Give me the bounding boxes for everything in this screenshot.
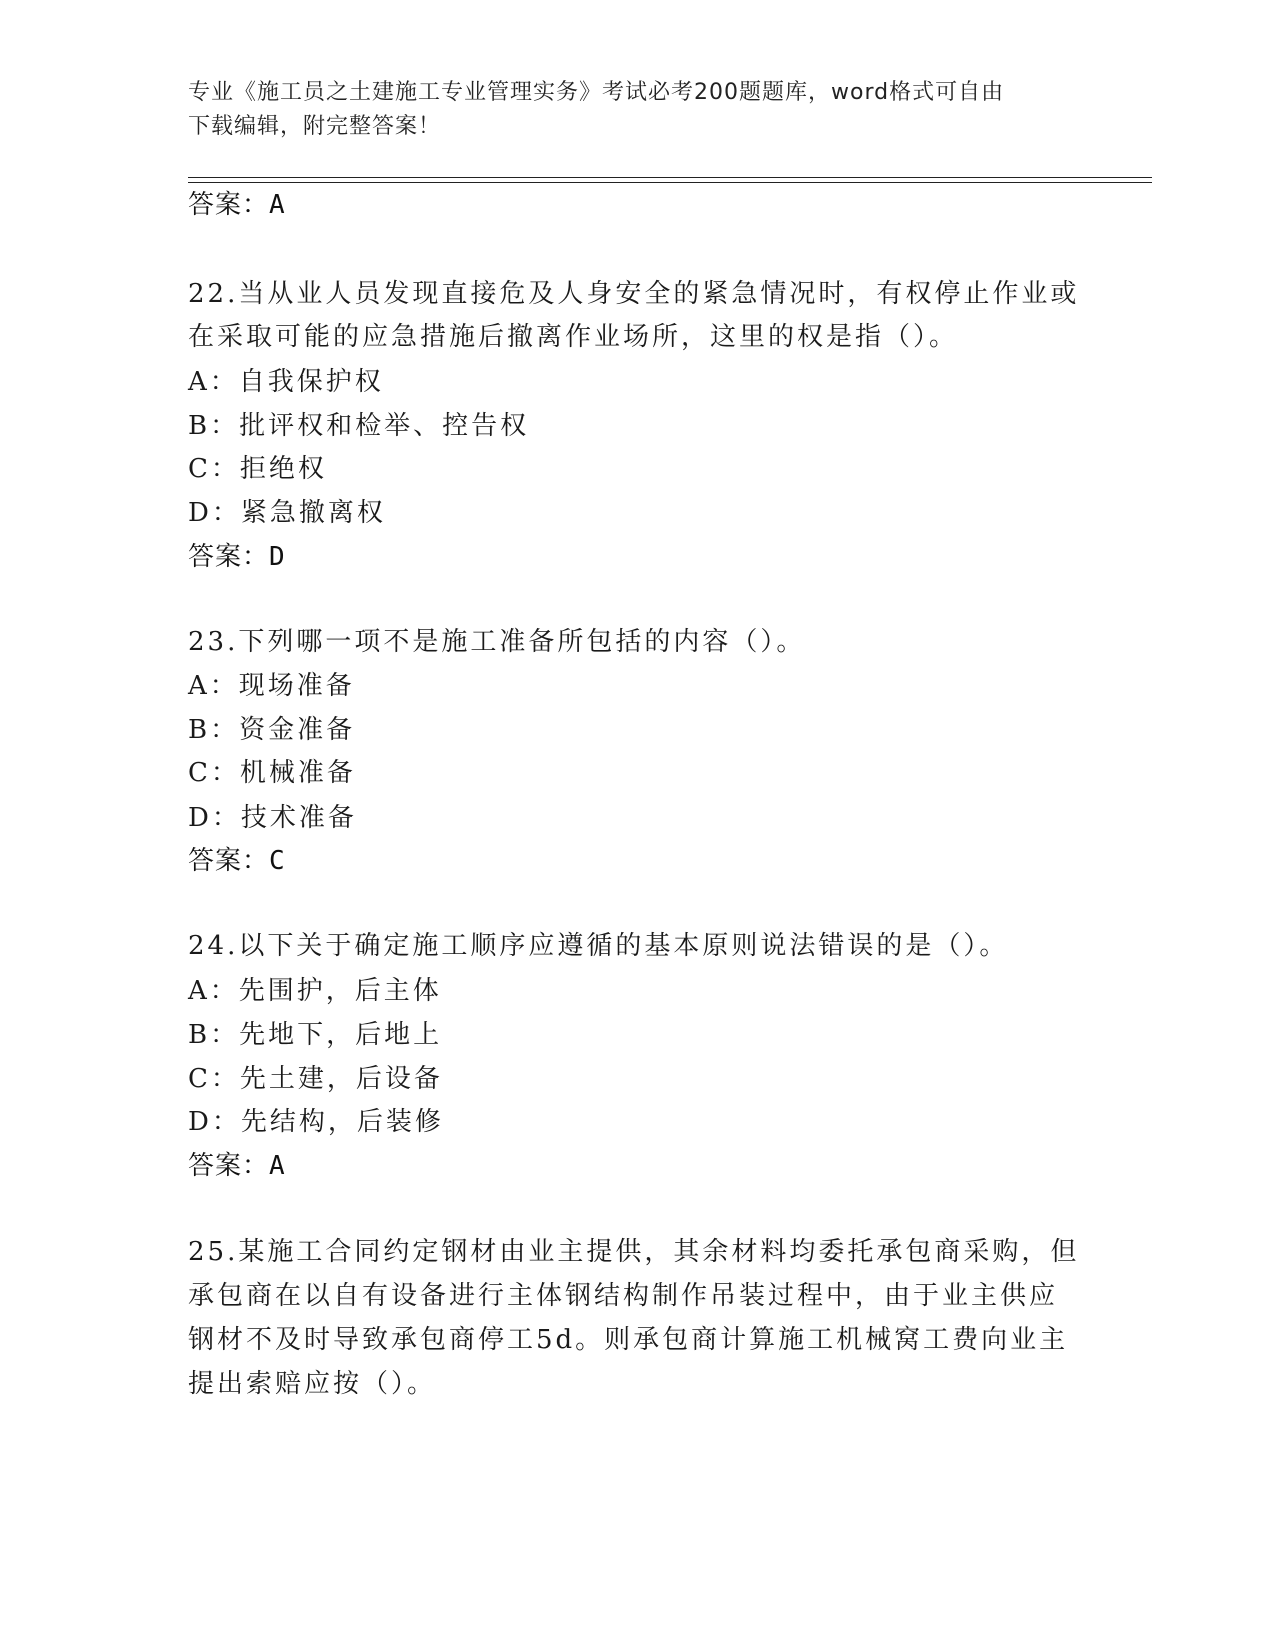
- answer-label: 答案：: [188, 542, 270, 572]
- header-divider-bottom: [188, 182, 1152, 183]
- question-23-option-d: D：技术准备: [188, 803, 357, 833]
- question-22-line-2: 在采取可能的应急措施后撤离作业场所，这里的权是指（）。: [188, 322, 959, 352]
- answer-line: [188, 184, 286, 221]
- answer-label: 答案：: [188, 190, 270, 220]
- question-25-line-4: 提出索赔应按（）。: [188, 1369, 437, 1399]
- answer-value: C: [269, 846, 286, 876]
- question-23-answer: [188, 840, 286, 877]
- header-line-2: 下载编辑，附完整答案！: [188, 114, 442, 139]
- question-23-line-1: 23.下列哪一项不是施工准备所包括的内容（）。: [188, 627, 806, 657]
- question-24-option-d: D：先结构，后装修: [188, 1107, 444, 1137]
- question-23-option-b: B：资金准备: [188, 715, 356, 745]
- answer-label: 答案：: [188, 1151, 270, 1181]
- question-24-option-a: A：先围护，后主体: [188, 976, 442, 1006]
- question-22-option-d: D：紧急撤离权: [188, 498, 386, 528]
- question-25-line-3: 钢材不及时导致承包商停工5d。则承包商计算施工机械窝工费向业主: [188, 1325, 1069, 1355]
- question-22-answer: [188, 536, 286, 573]
- question-22-option-a: A：自我保护权: [188, 367, 384, 397]
- question-24-option-c: C：先土建，后设备: [188, 1064, 443, 1094]
- header-line-1: 专业《施工员之土建施工专业管理实务》考试必考200题题库，word格式可自由: [188, 80, 1005, 105]
- question-23-option-c: C：机械准备: [188, 758, 356, 788]
- question-24-answer: [188, 1145, 286, 1182]
- answer-value: A: [269, 1151, 286, 1181]
- answer-label: 答案：: [188, 846, 270, 876]
- document-header: [188, 76, 1068, 144]
- question-25-line-2: 承包商在以自有设备进行主体钢结构制作吊装过程中，由于业主供应: [188, 1281, 1059, 1311]
- question-24-option-b: B：先地下，后地上: [188, 1020, 443, 1050]
- question-22-line-1: 22.当从业人员发现直接危及人身安全的紧急情况时，有权停止作业或: [188, 279, 1080, 309]
- question-25-line-1: 25.某施工合同约定钢材由业主提供，其余材料均委托承包商采购，但: [188, 1237, 1080, 1267]
- answer-value: A: [269, 190, 286, 220]
- question-22-option-b: B：批评权和检举、控告权: [188, 411, 530, 441]
- question-24-line-1: 24.以下关于确定施工顺序应遵循的基本原则说法错误的是（）。: [188, 931, 1009, 961]
- question-22-option-c: C：拒绝权: [188, 454, 327, 484]
- header-divider-top: [188, 177, 1152, 178]
- answer-value: D: [269, 542, 286, 572]
- question-23-option-a: A：现场准备: [188, 671, 355, 701]
